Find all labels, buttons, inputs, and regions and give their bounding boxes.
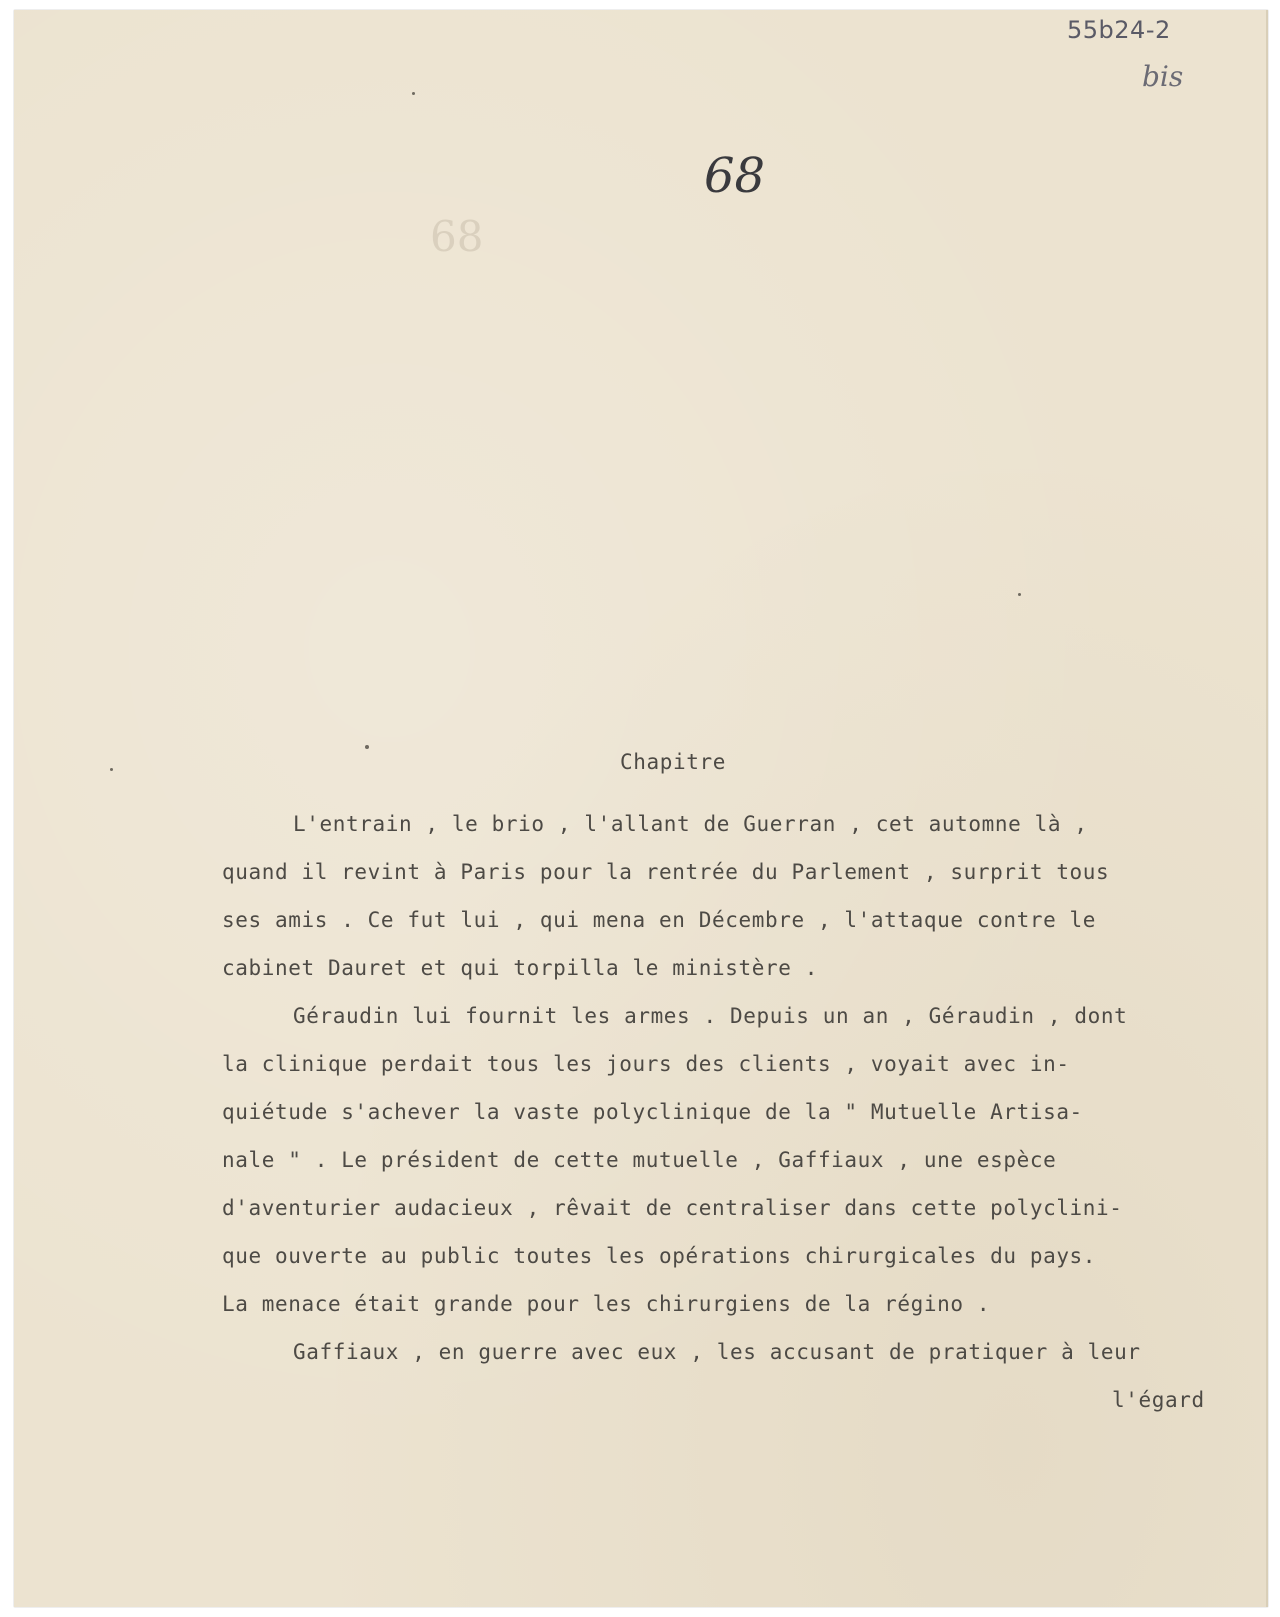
paragraph-2-line-4: nale " . Le président de cette mutuelle , Gaffiaux , une espèce xyxy=(222,1148,1057,1172)
paper-speck xyxy=(110,768,113,771)
catchword: l'égard xyxy=(1112,1388,1205,1412)
paragraph-1-line-4: cabinet Dauret et qui torpilla le ministère . xyxy=(222,956,818,980)
archive-reference: 55b24-2 xyxy=(1067,16,1171,44)
archive-reference-sub: bis xyxy=(1142,60,1184,93)
paragraph-2-line-1: Géraudin lui fournit les armes . Depuis un an , Géraudin , dont xyxy=(293,1004,1128,1028)
page-number: 68 xyxy=(704,148,766,204)
paragraph-1-line-3: ses amis . Ce fut lui , qui mena en Décembre , l'attaque contre le xyxy=(222,908,1097,932)
paper-speck xyxy=(365,745,369,749)
paragraph-2-line-2: la clinique perdait tous les jours des clients , voyait avec in- xyxy=(222,1052,1070,1076)
paragraph-1-line-2: quand il revint à Paris pour la rentrée du Parlement , surprit tous xyxy=(222,860,1110,884)
paragraph-2-line-5: d'aventurier audacieux , rêvait de centraliser dans cette polyclini- xyxy=(222,1196,1123,1220)
chapter-heading: Chapitre xyxy=(620,750,726,774)
paragraph-2-line-6: que ouverte au public toutes les opérations chirurgicales du pays. xyxy=(222,1244,1097,1268)
paragraph-1-line-1: L'entrain , le brio , l'allant de Guerran , cet automne là , xyxy=(293,812,1088,836)
paragraph-2-line-3: quiétude s'achever la vaste polyclinique de la " Mutuelle Artisa- xyxy=(222,1100,1083,1124)
paper-speck xyxy=(1018,593,1021,596)
paper-speck xyxy=(412,92,415,95)
document-page xyxy=(14,10,1268,1607)
faded-page-number: 68 xyxy=(430,212,484,261)
paragraph-2-line-7: La menace était grande pour les chirurgiens de la régino . xyxy=(222,1292,991,1316)
paragraph-3-line-1: Gaffiaux , en guerre avec eux , les accusant de pratiquer à leur xyxy=(293,1340,1141,1364)
